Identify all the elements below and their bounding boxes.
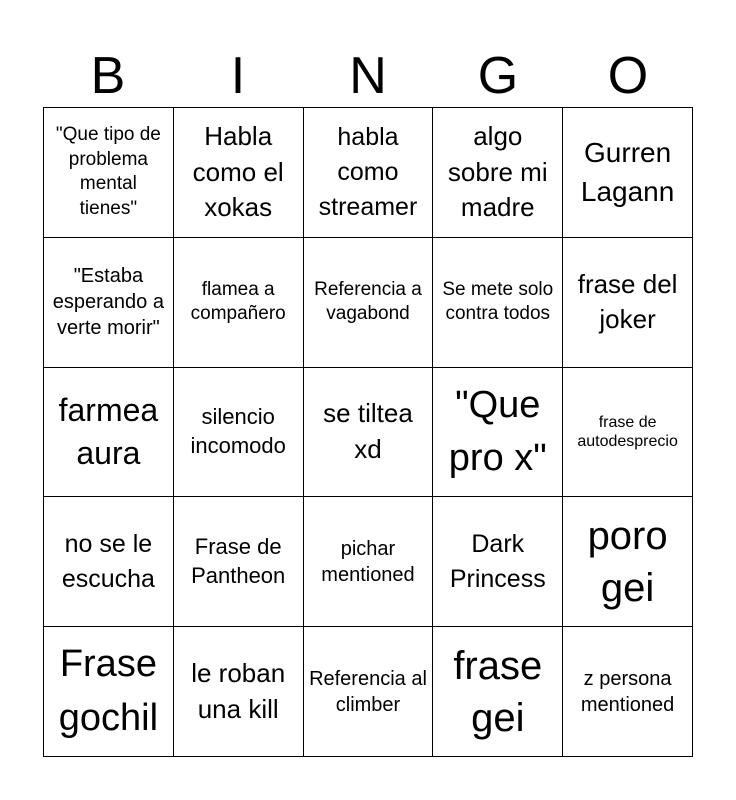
cell-text: poro gei — [587, 513, 668, 610]
cell-text: no se le escucha — [61, 529, 155, 593]
bingo-cell[interactable] — [44, 497, 174, 627]
bingo-cell[interactable] — [304, 368, 434, 498]
cell-text: se tiltea xd — [323, 398, 413, 464]
bingo-cell[interactable] — [563, 627, 693, 757]
cell-text: "Que tipo de problema mental tienes" — [55, 124, 161, 220]
cell-text: "Que pro x" — [448, 383, 547, 479]
cell-text: Referencia a vagabond — [314, 278, 422, 325]
bingo-cell[interactable] — [433, 108, 563, 238]
header-letter-o: O — [607, 47, 649, 105]
cell-text: Referencia al climber — [309, 667, 427, 716]
bingo-cell[interactable] — [433, 368, 563, 498]
cell-text: Gurren Lagann — [580, 136, 675, 208]
header-letter-b: B — [90, 47, 126, 105]
bingo-cell[interactable] — [563, 108, 693, 238]
bingo-cell[interactable] — [433, 238, 563, 368]
bingo-cell[interactable] — [44, 627, 174, 757]
bingo-cell[interactable] — [304, 627, 434, 757]
bingo-cell[interactable] — [174, 497, 304, 627]
cell-text: frase gei — [453, 643, 543, 740]
cell-text: Frase gochil — [58, 643, 159, 739]
bingo-cell[interactable] — [174, 627, 304, 757]
bingo-cell[interactable] — [304, 238, 434, 368]
cell-text: Frase de Pantheon — [191, 534, 286, 588]
cell-text: frase de autodesprecio — [577, 413, 678, 450]
bingo-cell[interactable] — [44, 368, 174, 498]
cell-text: Dark Princess — [449, 529, 546, 593]
bingo-cell[interactable] — [563, 368, 693, 498]
bingo-cell[interactable] — [304, 108, 434, 238]
bingo-header — [43, 45, 693, 107]
bingo-cell[interactable] — [563, 238, 693, 368]
header-letter-n: N — [349, 47, 387, 105]
header-letter-g: G — [477, 47, 519, 105]
cell-text: Se mete solo contra todos — [442, 278, 554, 325]
cell-text: Habla como el xokas — [192, 120, 284, 223]
bingo-cell[interactable] — [174, 108, 304, 238]
cell-text: z persona mentioned — [580, 667, 675, 716]
cell-text: habla como streamer — [318, 122, 418, 221]
cell-text: flamea a compañero — [190, 278, 286, 325]
bingo-cell[interactable] — [433, 627, 563, 757]
bingo-cell[interactable] — [433, 497, 563, 627]
cell-text: algo sobre mi madre — [447, 120, 548, 223]
cell-text: frase del joker — [577, 268, 678, 335]
cell-text: le roban una kill — [191, 657, 286, 724]
cell-text: "Estaba esperando a verte morir" — [52, 265, 164, 340]
cell-text: farmea aura — [58, 392, 159, 471]
bingo-cell[interactable] — [174, 238, 304, 368]
bingo-cell[interactable] — [44, 108, 174, 238]
cell-text: pichar mentioned — [321, 537, 415, 586]
bingo-cell[interactable] — [304, 497, 434, 627]
header-letter-i: I — [230, 47, 246, 105]
bingo-cell[interactable] — [174, 368, 304, 498]
bingo-grid — [43, 107, 693, 757]
bingo-cell[interactable] — [563, 497, 693, 627]
bingo-cell[interactable] — [44, 238, 174, 368]
cell-text: silencio incomodo — [190, 404, 286, 458]
